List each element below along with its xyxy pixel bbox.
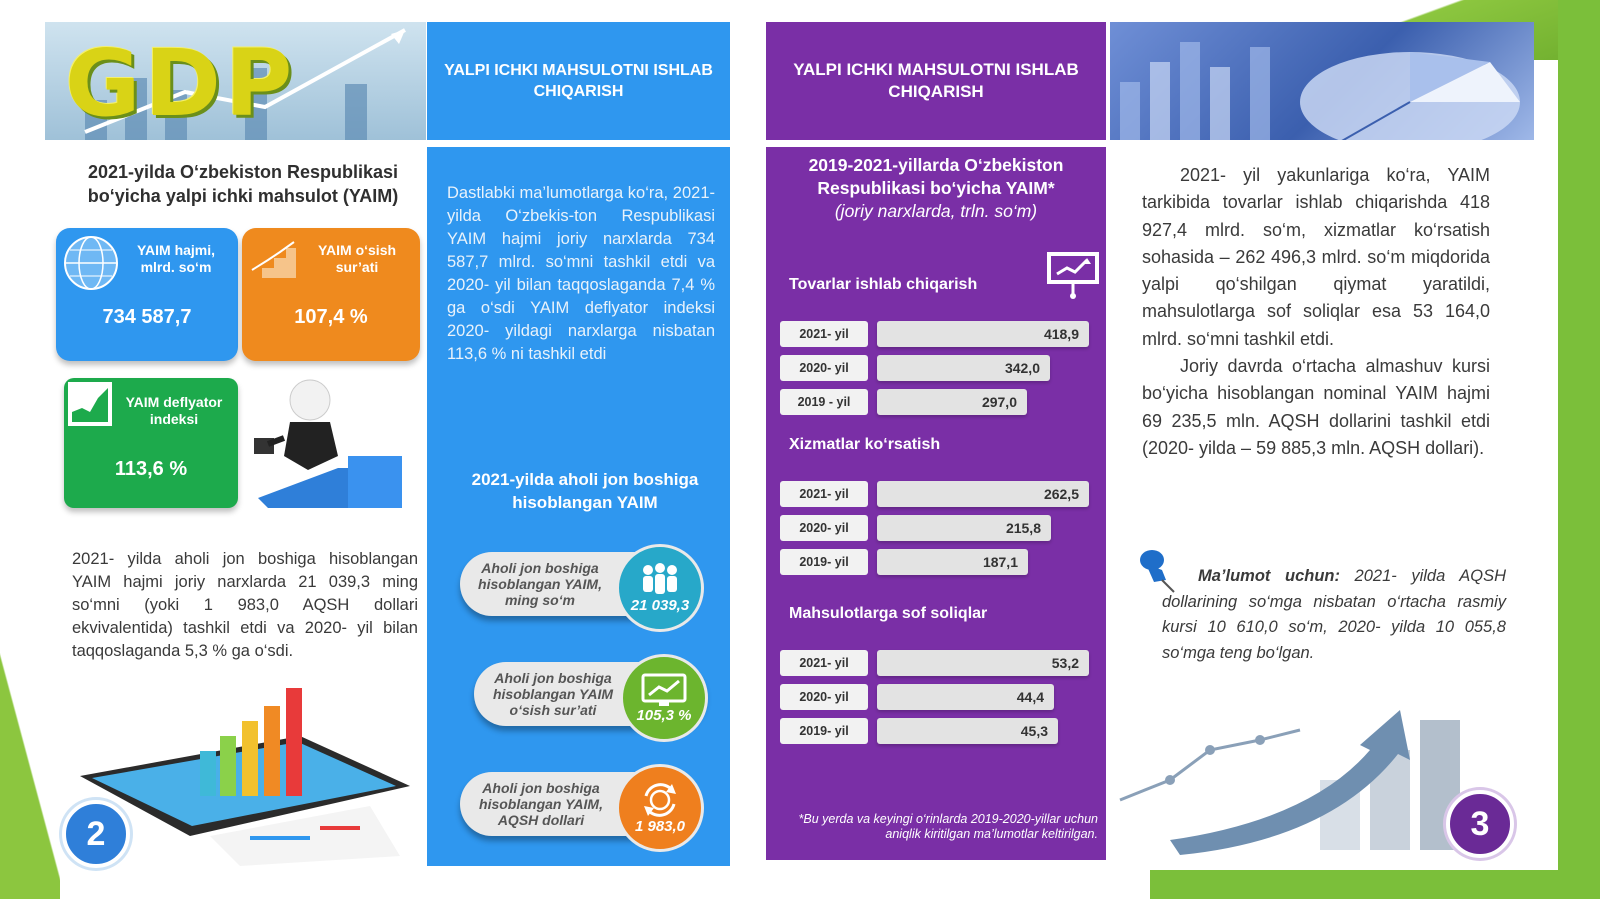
chart-category-label: 2019 - yil — [780, 389, 868, 415]
chart-bar-value: 187,1 — [982, 554, 1018, 570]
gdp-logo-text: GDP — [65, 30, 297, 137]
chart-category-label: 2021- yil — [780, 481, 868, 507]
currency-exchange-icon — [640, 782, 680, 818]
pill-label: Aholi jon boshiga hisoblangan YAIM, AQSH dollari — [479, 780, 603, 828]
chart-bar-track — [877, 718, 1091, 744]
chart-category-label: 2020- yil — [780, 684, 868, 710]
pill-value-circle — [616, 544, 704, 632]
chart-group-title: Tovarlar ishlab chiqarish — [789, 276, 978, 293]
rising-stairs-icon — [248, 240, 298, 280]
pill-gdp-per-capita-usd — [460, 772, 698, 836]
pill-value: 1 983,0 — [634, 817, 686, 835]
chart-footnote: *Bu yerda va keyingi o‘rinlarda 2019-2020-yillar uchun aniqlik kiritilgan ma’lumotlar keltirilgan. — [798, 812, 1098, 841]
tile-gdp-volume — [56, 228, 238, 361]
left-section-title: 2021-yilda O‘zbekiston Respublikasi bo‘yicha yalpi ichki mahsulot (YAIM) — [87, 162, 399, 206]
chart-group-title: Xizmatlar ko‘rsatish — [789, 436, 941, 453]
tile-label: YAIM hajmi, mlrd. so‘m — [136, 242, 216, 275]
chart-title-text: 2019-2021-yillarda O‘zbekiston Respublikasi bo‘yicha YAIM* — [808, 155, 1064, 198]
page-number-badge: 2 — [62, 800, 130, 868]
chart-category-label: 2019- yil — [780, 718, 868, 744]
blue-column-header: YALPI ICHKI MAHSULOTNI ISHLAB CHIQARISH — [427, 22, 730, 140]
pill-value: 21 039,3 — [630, 596, 690, 614]
monitor-chart-icon — [641, 673, 687, 707]
tile-label: YAIM o‘sish sur’ati — [317, 242, 397, 275]
chart-bar-value: 44,4 — [1016, 689, 1044, 705]
chart-category-label: 2019- yil — [780, 549, 868, 575]
pill-gdp-growth-per-capita — [474, 662, 706, 726]
chart-bar-value: 53,2 — [1051, 655, 1079, 671]
gdp-banner-image — [45, 22, 426, 140]
chart-bar-track — [877, 684, 1091, 710]
pill-label: Aholi jon boshiga hisoblangan YAIM, ming so‘m — [478, 560, 602, 608]
chart-bar-track — [877, 355, 1091, 381]
tile-value: 734 587,7 — [102, 306, 192, 328]
pill-value-circle — [620, 654, 708, 742]
chart-bar-track — [877, 515, 1091, 541]
purple-column-header: YALPI ICHKI MAHSULOTNI ISHLAB CHIQARISH — [766, 22, 1106, 140]
chart-category-label: 2021- yil — [780, 321, 868, 347]
right-paragraph-1: 2021- yil yakunlariga ko‘ra, YAIM tarkibida tovarlar ishlab chiqarishda 418 927,4 mlrd. so‘m, xizmatlar ko‘rsatish sohasida – 262 496,3 mlrd. so‘m miqdorida yalpi qo‘shilgan qiymat yaratildi, mahsulotlarga sof soliqlar esa 53 164,0 mlrd. so‘mni tashkil etdi. — [1142, 165, 1490, 349]
people-icon — [636, 563, 684, 597]
chart-bar-value: 418,9 — [1043, 326, 1079, 342]
right-paragraph-2: Joriy davrda o‘rtacha almashuv kursi bo‘yicha hisoblangan nominal YAIM hajmi 69 235,5 mln. AQSH dollarini tashkil etdi (2020- yilda – 59 885,3 mln. AQSH dollari). — [1142, 356, 1490, 458]
chart-bar-track — [877, 389, 1091, 415]
decorative-green-wedge — [0, 520, 60, 899]
businessman-illustration — [248, 378, 408, 512]
presentation-board-icon — [1045, 250, 1101, 300]
chart-bar-value: 215,8 — [1005, 520, 1041, 536]
pill-value: 105,3 % — [636, 706, 692, 724]
chart-bar-track — [877, 321, 1091, 347]
blue-subtitle: 2021-yilda aholi jon boshiga hisoblangan YAIM — [471, 470, 699, 512]
pie-bars-illustration — [1110, 22, 1534, 140]
chart-category-label: 2020- yil — [780, 355, 868, 381]
chart-bar-value: 297,0 — [981, 394, 1017, 410]
chart-group-title: Mahsulotlarga sof soliqlar — [789, 605, 988, 622]
pill-label: Aholi jon boshiga hisoblangan YAIM o‘sish sur’ati — [492, 670, 614, 718]
info-note — [1162, 564, 1506, 666]
right-paragraphs — [1142, 162, 1490, 462]
chart-bar-value: 45,3 — [1020, 723, 1048, 739]
chart-bar-value: 262,5 — [1043, 486, 1079, 502]
chart-bar-track — [877, 481, 1091, 507]
left-paragraph: 2021- yilda aholi jon boshiga hisoblangan YAIM hajmi joriy narxlarda 21 039,3 ming so‘mni (yoki 1 983,0 AQSH dollari ekvivalentida) tashkil etdi va 2020- yil bilan taqqoslaganda 5,3 % ga o‘sdi. — [72, 550, 418, 660]
tile-value: 113,6 % — [114, 458, 188, 480]
chart-bar-track — [877, 650, 1091, 676]
chart-title — [776, 154, 1096, 223]
pill-value-circle — [616, 764, 704, 852]
page-number-badge: 3 — [1446, 790, 1514, 858]
chart-banner-image — [1110, 22, 1534, 140]
info-label: Ma’lumot uchun: — [1198, 567, 1340, 585]
pill-gdp-per-capita — [460, 552, 695, 616]
info-text: 2021- yilda AQSH dollarining so‘mga nisbatan o‘rtacha rasmiy kursi 10 610,0 so‘m, 2020- yilda 10 055,8 so‘mga teng bo‘lgan. — [1162, 567, 1506, 662]
chart-category-label: 2020- yil — [780, 515, 868, 541]
tile-value: 107,4 % — [294, 306, 368, 328]
chart-category-label: 2021- yil — [780, 650, 868, 676]
chart-subtitle: (joriy narxlarda, trln. so‘m) — [834, 201, 1038, 221]
blue-paragraph: Dastlabki ma’lumotlarga ko‘ra, 2021- yilda O‘zbekis-ton Respublikasi YAIM hajmi joriy narxlarda 734 587,7 mlrd. so‘mni tashkil etdi va 2020- yil bilan taqqoslaganda 7,4 % ga o‘sdi YAIM deflyator indeksi 2020- yildagi narxlarga nisbatan 113,6 % ni tashkil etdi — [447, 184, 715, 363]
tile-deflator — [64, 378, 238, 508]
globe-icon — [62, 234, 120, 292]
decorative-green-bottom — [1150, 870, 1600, 899]
chart-bar-track — [877, 549, 1091, 575]
decorative-green-edge — [1558, 0, 1600, 899]
tile-label: YAIM deflyator indeksi — [125, 394, 223, 427]
tile-gdp-growth — [242, 228, 420, 361]
area-chart-icon — [68, 382, 112, 426]
chart-bar-value: 342,0 — [1004, 360, 1040, 376]
